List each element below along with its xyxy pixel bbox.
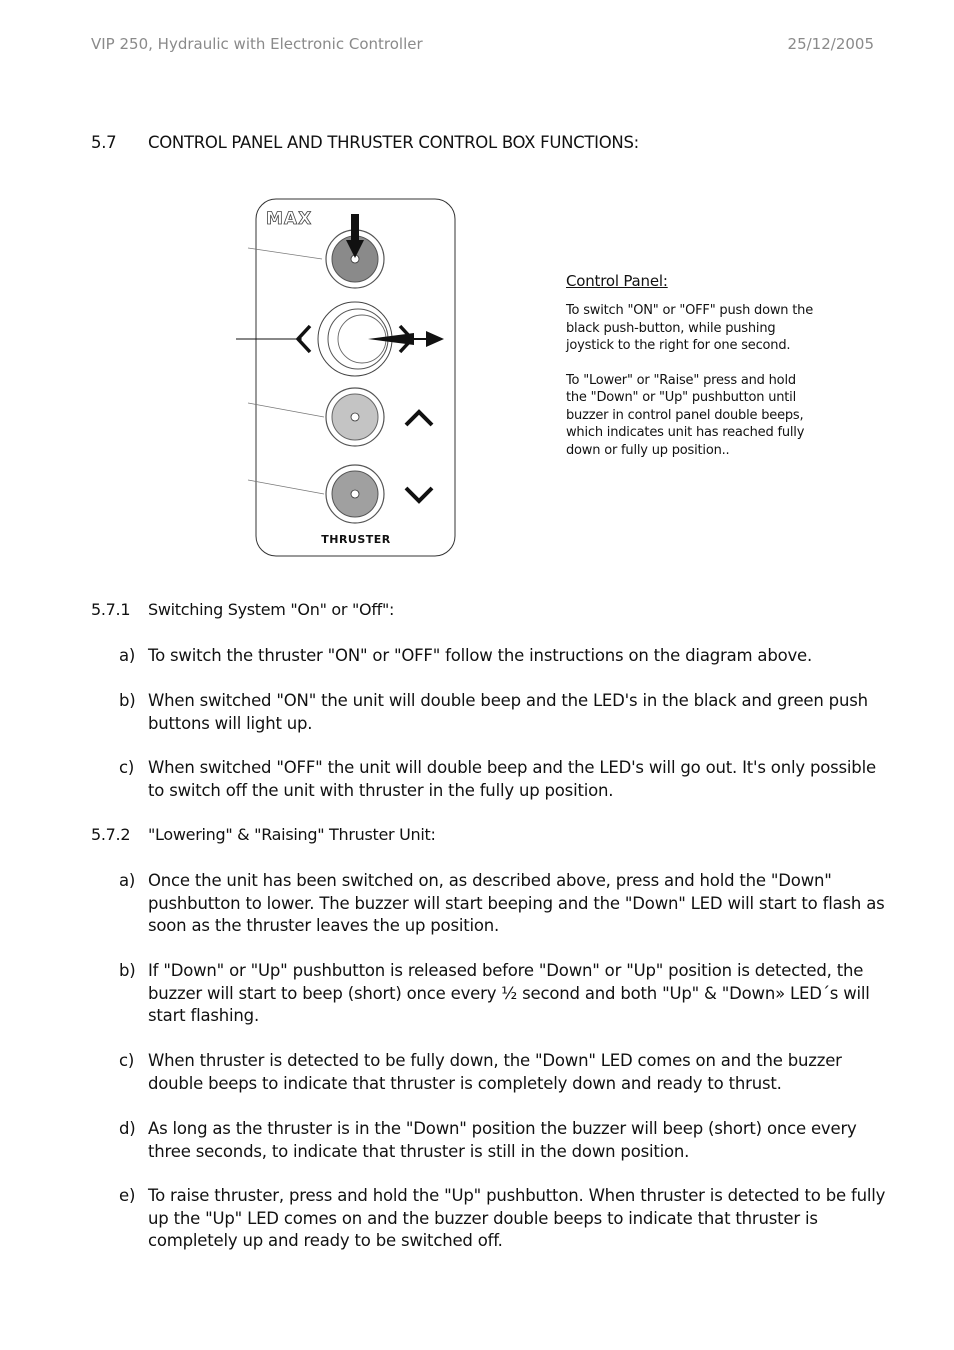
list-item (119, 1185, 889, 1253)
list-item (119, 870, 889, 938)
list-item-text: When switched "ON" the unit will double beep and the LED's in the black and green push buttons will light up. (148, 691, 868, 733)
list-item-label: b) (119, 691, 136, 710)
section-heading (91, 133, 639, 152)
control-panel-diagram (230, 196, 460, 560)
list-item (119, 690, 889, 735)
list-item-label: a) (119, 646, 136, 665)
subsection-title: Switching System "On" or "Off": (148, 600, 395, 619)
thruster-label: THRUSTER (321, 533, 391, 546)
list-item (119, 645, 889, 668)
control-panel-paragraph-2: To "Lower" or "Raise" press and hold the "Down" or "Up" pushbutton until buzzer in control panel double beeps, which indicates unit has reached fully down or fully up position.. (566, 372, 805, 458)
list-item (119, 1050, 889, 1095)
control-panel-description (566, 272, 816, 476)
header-date: 25/12/2005 (787, 35, 874, 53)
list-item-text: Once the unit has been switched on, as described above, press and hold the "Down" pushbutton to lower. The buzzer will start beeping and the "Down" LED will start to flash as soon as the thruster leaves the up position. (148, 871, 885, 935)
list-item (119, 757, 889, 802)
list-item-label: c) (119, 758, 135, 777)
list-item-text: To switch the thruster "ON" or "OFF" follow the instructions on the diagram above. (148, 646, 813, 665)
section-title: CONTROL PANEL AND THRUSTER CONTROL BOX FUNCTIONS: (148, 133, 639, 152)
list-item-label: d) (119, 1119, 136, 1138)
control-panel-title: Control Panel: (566, 272, 668, 290)
list-item (119, 1118, 889, 1163)
list-item-text: When switched "OFF" the unit will double beep and the LED's will go out. It's only possible to switch off the unit with thruster in the fully up position. (148, 758, 876, 800)
list-item-label: e) (119, 1186, 136, 1205)
subsection-number: 5.7.2 (91, 825, 131, 844)
list-item-label: c) (119, 1051, 135, 1070)
subsection-heading-5-7-1 (91, 600, 394, 619)
subsection-title: "Lowering" & "Raising" Thruster Unit: (148, 825, 436, 844)
section-number: 5.7 (91, 133, 117, 152)
list-item-text: As long as the thruster is in the "Down" position the buzzer will beep (short) once every three seconds, to indicate that thruster is still in the down position. (148, 1119, 857, 1161)
list-item-label: a) (119, 871, 136, 890)
list-item-text: If "Down" or "Up" pushbutton is released before "Down" or "Up" position is detected, the buzzer will start to beep (short) once every ½ second and both "Up" & "Down» LED´s will start flashing. (148, 961, 870, 1025)
control-panel-svg (230, 196, 460, 560)
list-item-label: b) (119, 961, 136, 980)
list-item (119, 960, 889, 1028)
header-title: VIP 250, Hydraulic with Electronic Controller (91, 35, 423, 53)
list-item-text: When thruster is detected to be fully down, the "Down" LED comes on and the buzzer double beeps to indicate that thruster is completely down and ready to thrust. (148, 1051, 842, 1093)
max-logo: MAX (266, 209, 313, 229)
control-panel-paragraph-1: To switch "ON" or "OFF" push down the black push-button, while pushing joystick to the right for one second. (566, 303, 813, 353)
list-item-text: To raise thruster, press and hold the "Up" pushbutton. When thruster is detected to be fully up the "Up" LED comes on and the buzzer double beeps to indicate that thruster is completely up and ready to be switched off. (148, 1186, 886, 1250)
subsection-number: 5.7.1 (91, 600, 131, 619)
subsection-heading-5-7-2 (91, 825, 436, 844)
